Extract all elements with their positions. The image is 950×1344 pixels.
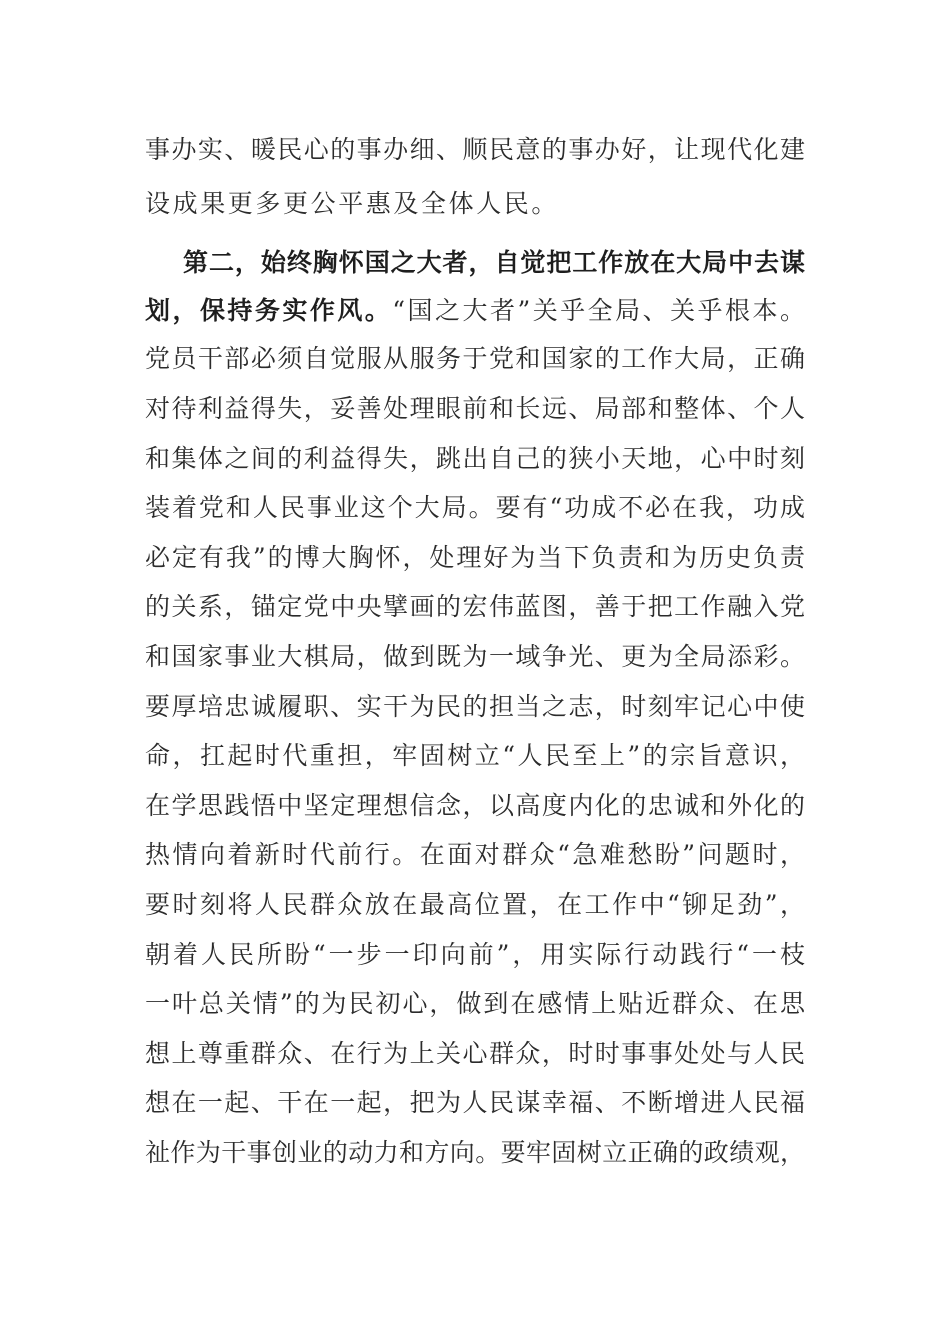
paragraph-2-line-15: 朝着人民所盼“一步一印向前”，用实际行动践行“一枝: [145, 940, 805, 969]
paragraph-1-line-1: 事办实、暖民心的事办细、顺民意的事办好，让现代化建: [145, 135, 805, 164]
paragraph-2-line-12: 在学思践悟中坚定理想信念，以高度内化的忠诚和外化的: [145, 791, 805, 820]
paragraph-2-line-11: 命，扛起时代重担，牢固树立“人民至上”的宗旨意识，: [145, 741, 805, 770]
paragraph-2-line-3: 党员干部必须自觉服从服务于党和国家的工作大局，正确: [145, 344, 805, 373]
paragraph-2-line-18: 想在一起、干在一起，把为人民谋幸福、不断增进人民福: [145, 1088, 805, 1117]
paragraph-2-line-19: 祉作为干事创业的动力和方向。要牢固树立正确的政绩观，: [145, 1138, 805, 1167]
paragraph-2-line-7: 必定有我”的博大胸怀，处理好为当下负责和为历史负责: [145, 543, 805, 572]
paragraph-2-line-13: 热情向着新时代前行。在面对群众“急难愁盼”问题时，: [145, 840, 805, 869]
paragraph-2-line-2: [145, 288, 805, 334]
paragraph-2-line-8: 的关系，锚定党中央擘画的宏伟蓝图，善于把工作融入党: [145, 592, 805, 621]
paragraph-2-line-6: 装着党和人民事业这个大局。要有“功成不必在我，功成: [145, 493, 805, 522]
paragraph-2-line-14: 要时刻将人民群众放在最高位置，在工作中“铆足劲”，: [145, 890, 805, 919]
paragraph-2-line-4: 对待利益得失，妥善处理眼前和长远、局部和整体、个人: [145, 394, 805, 423]
paragraph-2-line-16: 一叶总关情”的为民初心，做到在感情上贴近群众、在思: [145, 989, 805, 1018]
paragraph-2-line-2-rest: “国之大者”关乎全局、关乎根本。: [392, 296, 805, 325]
paragraph-2-heading-line-1: 第二，始终胸怀国之大者，自觉把工作放在大局中去谋: [183, 248, 805, 277]
paragraph-2-heading-line-2: 划，保持务实作风。: [145, 296, 393, 325]
paragraph-1-line-2: 设成果更多更公平惠及全体人民。: [145, 189, 560, 218]
paragraph-2-line-10: 要厚培忠诚履职、实干为民的担当之志，时刻牢记心中使: [145, 692, 805, 721]
paragraph-2-line-5: 和集体之间的利益得失，跳出自己的狭小天地，心中时刻: [145, 444, 805, 473]
paragraph-2-line-9: 和国家事业大棋局，做到既为一域争光、更为全局添彩。: [145, 642, 805, 671]
paragraph-2-line-17: 想上尊重群众、在行为上关心群众，时时事事处处与人民: [145, 1039, 805, 1068]
